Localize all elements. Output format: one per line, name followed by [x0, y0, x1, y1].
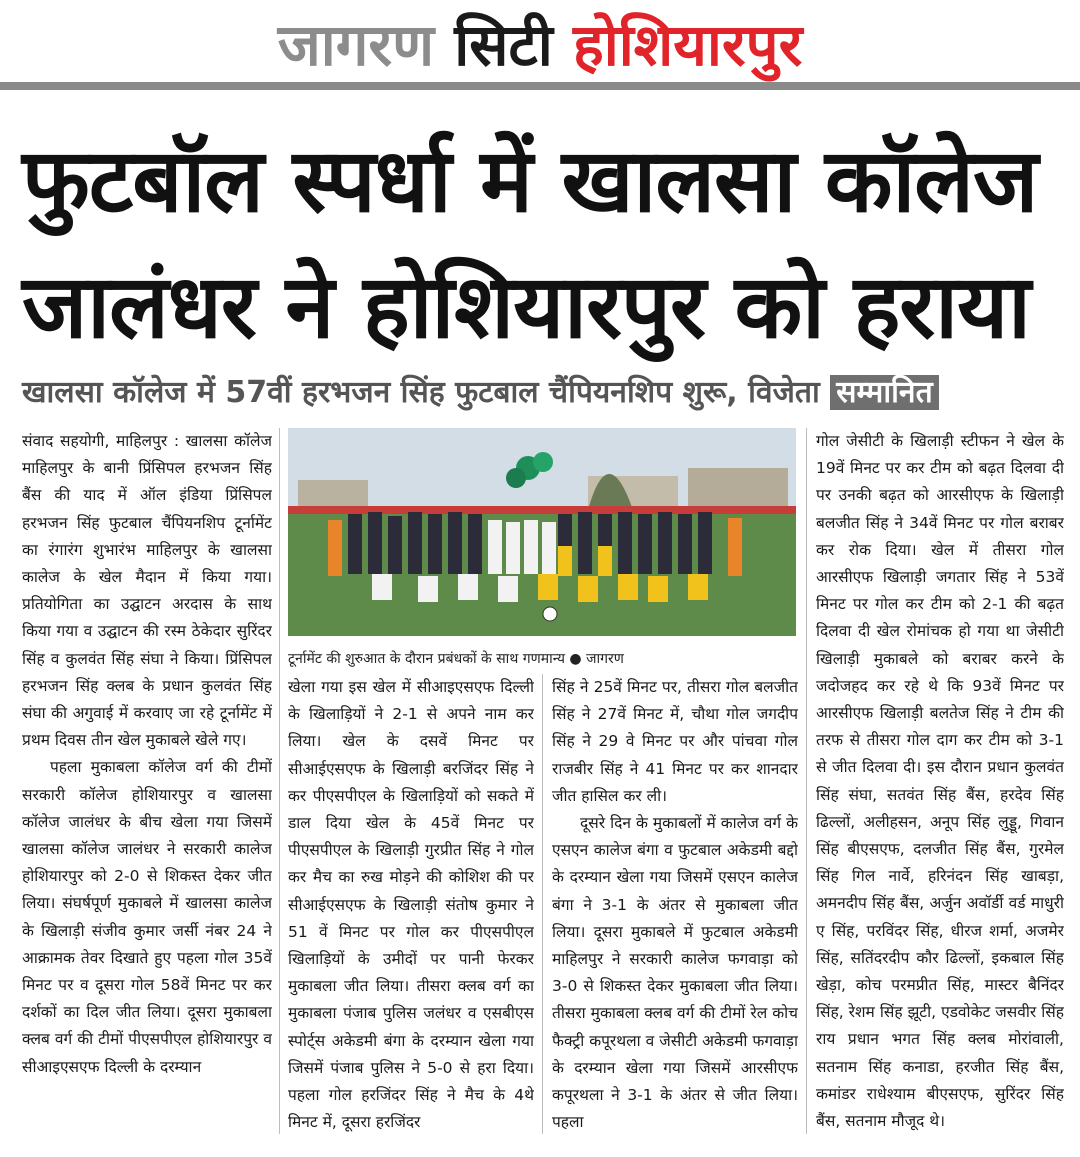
masthead-city: सिटी [454, 11, 553, 79]
headline [22, 118, 1062, 370]
column-divider [806, 428, 807, 1134]
masthead-rule [0, 82, 1080, 90]
column-3-paragraph-1: सिंह ने 25वें मिनट पर, तीसरा गोल बलजीत सिंह ने 27वें मिनट में, चौथा गोल जगदीप सिंह ने 29 वे मिनट पर और पांचवा गोल राजबीर सिंह ने 41 मिनट पर कर शानदार जीत हासिल कर ली। [552, 678, 798, 805]
next-article-strip [0, 1142, 1080, 1157]
masthead [0, 0, 1080, 92]
article-column-2 [288, 674, 534, 1134]
masthead-hoshiarpur: होशियारपुर [572, 11, 803, 79]
column-divider [279, 428, 280, 1134]
photo-caption-text: टूर्नामेंट की शुरुआत के दौरान प्रबंधकों के साथ गणमान्य [288, 651, 565, 667]
column-1-paragraph-1: संवाद सहयोगी, माहिलपुर : खालसा कॉलेज माहिलपुर के बानी प्रिंसिपल हरभजन सिंह बैंस की याद में ऑल इंडिया प्रिंसिपल हरभजन सिंह फुटबाल चैंपियनशिप टूर्नामेंट का रंगारंग शुभारंभ माहिलपुर के खालसा कालेज के खेल मैदान में किया गया। प्रतियोगिता का उद्घाटन अरदास के साथ किया गया व उद्घाटन की रस्म ठेकेदार सुरिंदर सिंह व कुलवंत सिंह संघा ने किया। प्रिंसिपल हरभजन सिंह क्लब के प्रधान कुलवंत सिंह संघा की अगुवाई में करवाए जा रहे टूर्नामेंट में प्रथम दिवस तीन खेल मुकाबले खेले गए। [22, 432, 272, 750]
article-column-4 [816, 428, 1064, 1134]
column-3-paragraph-2: दूसरे दिन के मुकाबलों में कालेज वर्ग के एसएन कालेज बंगा व फुटबाल अकेडमी बद्दो के दरम्यान खेला गया जिसमें एसएन कालेज बंगा ने 3-1 के अंतर से मुकाबला जीत लिया। दूसरा मुकाबले में फुटबाल अकेडमी माहिलपुर ने सरकारी कालेज फगवाड़ा को 3-0 से शिकस्त देकर मुकाबला जीत लिया। तीसरा मुकाबला क्लब वर्ग की टीमों रेल कोच फैक्ट्री कपूरथला व जेसीटी अकेडमी फगवाड़ा के दरम्यान खेला गया जिसमें आरसीएफ कपूरथला ने 3-1 के अंतर से जीत लिया। पहला [552, 814, 798, 1132]
headline-line-1: फुटबॉल स्पर्धा में खालसा कॉलेज [22, 129, 1038, 232]
column-2-paragraph-1: खेला गया इस खेल में सीआइएसएफ दिल्ली के खिलाड़ियों ने 2-1 से अपने नाम कर लिया। खेल के दसवें मिनट पर सीआईएसएफ के खिलाड़ी बरजिंदर सिंह ने कर पीएसपीएल के खिलाड़ियों को सकते में डाल दिया खेल के 45वें मिनट पर पीएसपीएल के खिलाड़ी गुरप्रीत सिंह ने गोल कर मैच का रुख मोड़ने की कोशिश की पर सीआईएसएफ के खिलाड़ी संतोष कुमार ने 51 वें मिनट पर गोल कर पीएसपीएल खिलाड़ियों के उमीदों पर पानी फेरकर मुकाबला जीत लिया। तीसरा क्लब वर्ग का मुकाबला पंजाब पुलिस जलंधर व एसबीएस स्पोर्ट्स अकेडमी बंगा के दरम्यान खेला गया जिसमें पंजाब पुलिस ने 5-0 से हरा दिया। पहला गोल हरजिंदर सिंह ने मैच के 4थे मिनट में, दूसरा हरजिंदर [288, 678, 534, 1132]
article-column-3 [552, 674, 798, 1134]
column-4-paragraph-1: गोल जेसीटी के खिलाड़ी स्टीफन ने खेल के 19वें मिनट पर कर टीम को बढ़त दिलवा दी पर उनकी बढ़त को आरसीएफ के खिलाड़ी बलजीत सिंह ने 34वें मिनट पर गोल बराबर कर रोक दिया। खेल में तीसरा गोल आरसीएफ खिलाड़ी जगतार सिंह ने 53वें मिनट पर गोल कर टीम को 2-1 की बढ़त दिलवा दी खेल रोमांचक हो गया था जेसीटी खिलाड़ी मुकाबले को बराबर करने के जदोजहद कर रहे थे कि 93वें मिनट पर आरसीएफ खिलाड़ी बलतेज सिंह ने टीम की तरफ से तीसरा गोल दाग कर टीम को 3-1 से जीत दिलवा दी। इस दौरान प्रधान कुलवंत सिंह संघा, सतवंत सिंह बैंस, हरदेव सिंह ढिल्लों, अलीहसन, अनूप सिंह लुड्डू, गिवान सिंह बीएसएफ, दलजीत सिंह बैंस, गुरमेल सिंह गिल नार्वे, हरिनंदन सिंह खाबड़ा, अमनदीप सिंह बैंस, अर्जुन अवॉर्डी वर्ड माधुरी ए सिंह, परविंदर सिंह, धीरज शर्मा, अजमेर सिंह, सतिंदरदीप कौर ढिल्लों, इकबाल सिंह खेड़ा, कोच परमप्रीत सिंह, मास्टर बैनिंदर सिंह, रेशम सिंह झूटी, एडवोकेट जसवीर सिंह राय प्रधान भगत सिंह क्लब मोरांवाली, सतनाम सिंह कनाडा, हरजीत सिंह बैंस, कमांडर राधेश्याम बीएसएफ, सुरिंदर सिंह बैंस, सतनाम मौजूद थे। [816, 432, 1064, 1131]
event-photo [288, 428, 796, 636]
team-photo-illustration [288, 428, 796, 636]
masthead-jagran: जागरण [277, 11, 435, 79]
column-divider [542, 674, 543, 1134]
subheadline-text: खालसा कॉलेज में 57वीं हरभजन सिंह फुटबाल चैंपियनशिप शुरू, विजेता [22, 375, 820, 410]
photo-caption [288, 646, 796, 672]
subheadline-badge: सम्मानित [830, 375, 938, 410]
headline-line-2: जालंधर ने होशियारपुर को हराया [22, 255, 1030, 358]
photo-credit: ● जागरण [569, 651, 624, 667]
article-column-1 [22, 428, 272, 1134]
subheadline [22, 368, 1062, 418]
masthead-title [0, 10, 1080, 80]
column-1-paragraph-2: पहला मुकाबला कॉलेज वर्ग की टीमों सरकारी कॉलेज होशियारपुर व खालसा कॉलेज जालंधर के बीच खेला गया जिसमें खालसा कॉलेज जालंधर ने सरकारी कालेज होशियारपुर को 2-0 से शिकस्त देकर जीत लिया। संघर्षपूर्ण मुकाबले में खालसा कालेज के खिलाड़ी संजीव कुमार जर्सी नंबर 24 ने आक्रामक तेवर दिखाते हुए पहला गोल 35वें मिनट पर व दूसरा गोल 58वें मिनट पर कर दर्शकों का दिल जीत लिया। दूसरा मुकाबला क्लब वर्ग की टीमों पीएसपीएल होशियारपुर व सीआइएसएफ दिल्ली के दरम्यान [22, 758, 272, 1076]
